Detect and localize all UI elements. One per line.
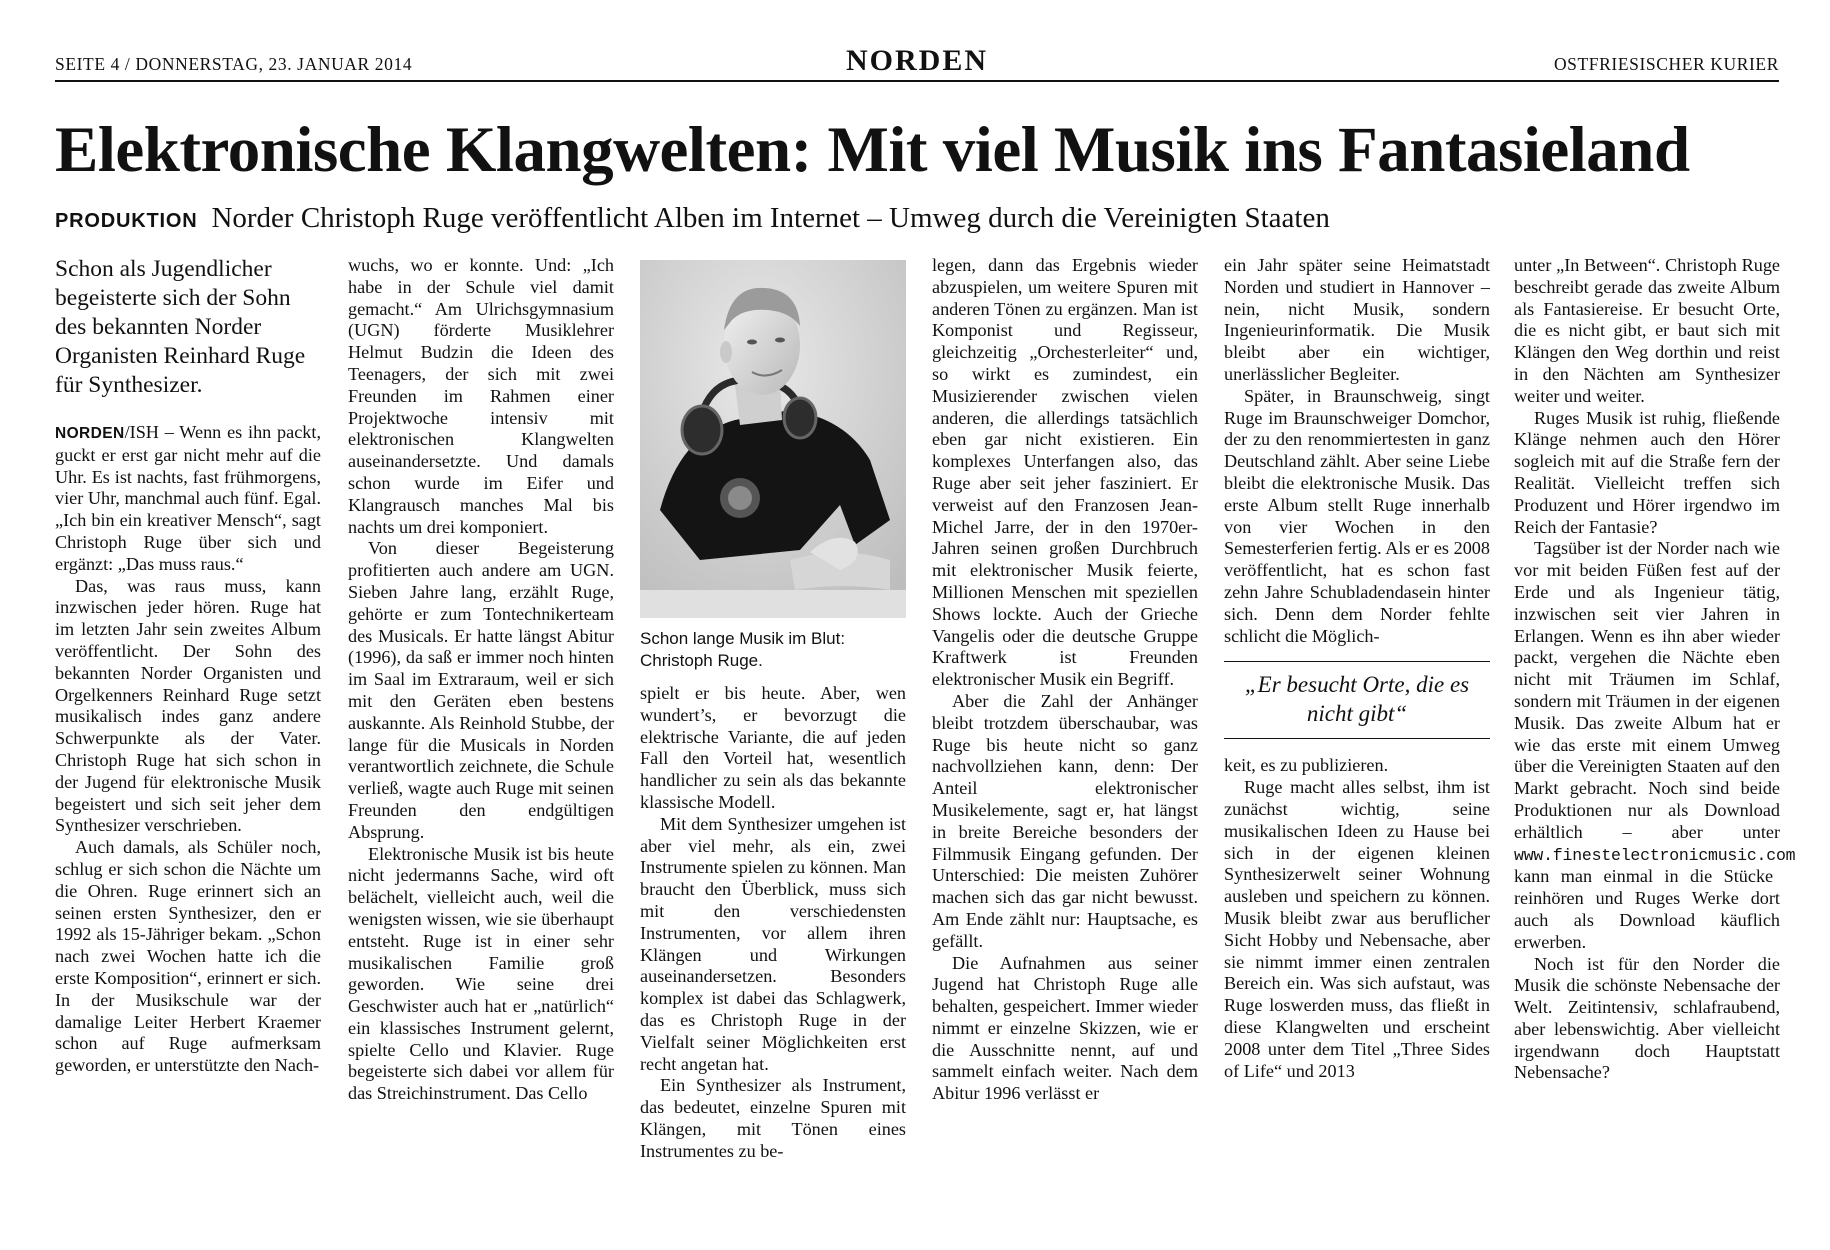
portrait-illustration [640, 260, 906, 618]
newspaper-name: OSTFRIESISCHER KURIER [1553, 54, 1779, 74]
paragraph: legen, dann das Ergebnis wieder abzuspielen, um weitere Spuren mit anderen Tönen zu ergänzen. Man ist Komponist und Regisseur, gleichzeitig „Orchesterleiter“ und, so wirkt es zumindest, ein Musizierender zwischen vielen anderen, die allerdings tatsächlich eben gar nicht existieren. Ein komplexes Unterfangen also, das Ruge aber seit jeher fasziniert. Er verweist auf den Franzosen Jean-Michel Jarre, der in den 1970er-Jahren seinen großen Durchbruch mit elektronischer Musik feierte, Millionen Menschen mit speziellen Shows lockte. Auch der Grieche Vangelis oder die deutsche Gruppe Kraftwerk ist Freunden elektronischer Musik ein Begriff. [932, 255, 1198, 690]
paragraph: Ruge macht alles selbst, ihm ist zunächst wichtig, seine musikalischen Ideen zu Hause bei sich in der eigenen kleinen Synthesizerwelt seiner Wohnung ausleben und speichern zu können. Musik bleibt zwar aus beruflicher Sicht Hobby und Nebensache, aber sie nimmt immer einen zentralen Bereich ein. Was sich aufstaut, was Ruge loswerden muss, das fließt in diese Klangwelten und erscheint 2008 unter dem Titel „Three Sides of Life“ und 2013 [1224, 777, 1490, 1081]
website-link[interactable]: www.finestelectronicmusic.com [1514, 845, 1796, 865]
article-column-4 [932, 255, 1198, 1105]
photo-caption: Schon lange Musik im Blut: Christoph Ruge. [640, 629, 846, 670]
paragraph: Auch damals, als Schüler noch, schlug er sich schon die Nächte um die Ohren. Ruge erinnert sich an seinen ersten Synthesizer, den er 1992 als 15-Jähriger bekam. „Schon nach zwei Wochen hatte ich die erste Komposition“, erinnert er sich. In der Musikschule war der damalige Leiter Herbert Kraemer schon auf Ruge aufmerksam geworden, er unterstützte den Nach- [55, 837, 321, 1076]
kicker: PRODUKTION [55, 210, 198, 232]
paragraph-text: Tagsüber ist der Norder nach wie vor mit beiden Füßen fest auf der Erde und als Ingenieur tätig, inzwischen seit vier Jahren in Erlangen. Wenn es ihn aber wieder packt, vergehen die Nächte eben nicht mit Träumen im Schlaf, sondern mit Träumen in der eigenen Musik. Das zweite Album hat er wie das erste mit einem Umweg über die Vereinigten Staaten auf den Markt gebracht. Noch sind beide Produktionen nur als Download erhältlich – aber unter [1514, 538, 1780, 842]
paragraph: unter „In Between“. Christoph Ruge beschreibt gerade das zweite Album als Fantasiereise. Er besucht Orte, die es nicht gibt, er baut sich mit Klängen den Weg dorthin und reist in den Nächten am Synthesizer weiter und weiter. [1514, 255, 1780, 406]
paragraph: Die Aufnahmen aus seiner Jugend hat Christoph Ruge alle behalten, gespeichert. Immer wieder nimmt er einzelne Skizzen, wie er die Ausschnitte nennt, auf und sammelt einfach weiter. Nach dem Abitur 1996 verlässt er [932, 952, 1198, 1104]
paragraph: Von dieser Begeisterung profitierten auch andere am UGN. Sieben Jahre lang, erzählt Ruge, gehörte er zum Tontechnikerteam des Musicals. Er hatte längst Abitur (1996), da saß er immer noch hinten im Saal im Extraraum, weil er sich mit den Geräten eben bestens auskannte. Als Reinhold Stubbe, der lange für die Musicals in Norden verantwortlich zeichnete, die Schule verließ, wagte auch Ruge mit seinen Freunden den endgültigen Absprung. [348, 538, 614, 842]
pull-quote: „Er besucht Orte, die es nicht gibt“ [1224, 661, 1490, 739]
paragraph: Elektronische Musik ist bis heute nicht jedermanns Sache, wird oft belächelt, vielleicht auch, weil die wenigsten wissen, wie sie überhaupt entsteht. Ruge ist in einer sehr musikalischen Familie groß geworden. Wie seine drei Geschwister auch hat er „natürlich“ ein klassisches Instrument gelernt, spielte Cello und Klavier. Ruge begeisterte sich dabei vor allem für das Streichinstrument. Das Cello [348, 843, 614, 1104]
paragraph: ein Jahr später seine Heimatstadt Norden und studiert in Hannover – nein, nicht Musik, sondern Ingenieurinformatik. Die Musik bleibt aber ein wichtiger, unerlässlicher Begleiter. [1224, 255, 1490, 384]
paragraph: Noch ist für den Norder die Musik die schönste Nebensache der Welt. Zeitintensiv, schlafraubend, aber lebenswichtig. Aber vielleicht irgendwann doch Hauptstatt Nebensache? [1514, 953, 1780, 1083]
paragraph: keit, es zu publizieren. [1224, 755, 1389, 776]
article-column-3 [640, 255, 906, 1163]
paragraph: wuchs, wo er konnte. Und: „Ich habe in der Schule viel damit gemacht.“ Am Ulrichsgymnasium (UGN) förderte Musiklehrer Helmut Budzin die Ideen des Teenagers, der sich mit zwei Freunden im Rahmen einer Projektwoche intensiv mit elektronischen Klangwelten auseinandersetzte. Und damals schon wurde im Eifer und Klangrausch manches Mal bis nachts um drei komponiert. [348, 255, 614, 537]
article-column-1 [55, 255, 321, 1077]
paragraph-text: – Wenn es ihn packt, guckt er erst gar nicht mehr auf die Uhr. Es ist nachts, fast frühmorgens, vier Uhr, manchmal auch fünf. Egal. „Ich bin ein kreativer Mensch“, sagt Christoph Ruge über sich und ergänzt: „Das muss raus.“ [55, 422, 321, 574]
dateline: NORDEN [55, 425, 125, 442]
headline: Elektronische Klangwelten: Mit viel Musik ins Fantasieland [55, 114, 1690, 186]
subheadline [55, 202, 1795, 235]
paragraph [55, 422, 321, 576]
paragraph [1514, 538, 1796, 953]
paragraph: Das, was raus muss, kann inzwischen jeder hören. Ruge hat im letzten Jahr sein zweites Album veröffentlicht. Der Sohn des bekannten Norder Organisten und Orgelkenners Reinhard Ruge setzt musikalisch indes ganz andere Schwerpunkte als der Vater. Christoph Ruge hat sich schon in der Jugend für elektronische Musik begeistert und sich seit jeher dem Synthesizer verschrieben. [55, 575, 321, 836]
paragraph: Ruges Musik ist ruhig, fließende Klänge nehmen auch den Hörer sogleich mit auf die Straße fern der Realität. Vielleicht treffen sich Produzent und Hörer irgendwo im Reich der Fantasie? [1514, 407, 1780, 537]
masthead [55, 44, 1779, 82]
article-column-5 [1224, 255, 1490, 1082]
paragraph: Ein Synthesizer als Instrument, das bedeutet, einzelne Spuren mit Klängen, mit Tönen eines Instrumentes zu be- [640, 1075, 906, 1161]
portrait-photo [640, 260, 906, 618]
paragraph: spielt er bis heute. Aber, wen wundert’s, er bevorzugt die elektrische Variante, die auf jeden Fall den Vorteil hat, wesentlich handlicher zu sein als das bekannte klassische Modell. [640, 683, 906, 812]
paragraph-text: kann man einmal in die Stücke reinhören und Ruges Werke dort auch als Download käuflich erwerben. [1514, 866, 1780, 952]
article-column-6 [1514, 255, 1796, 1084]
subheadline-text: Norder Christoph Ruge veröffentlicht Alben im Internet – Umweg durch die Vereinigten Staaten [211, 202, 1330, 234]
paragraph: Aber die Zahl der Anhänger bleibt trotzdem überschaubar, was Ruge bis heute nicht so ganz nachvollziehen kann, denn: Der Anteil elektronischer Musikelemente, sagt er, hat längst in breite Bereiche besonders der Filmmusik Eingang gefunden. Der Unterschied: Die meisten Zuhörer machen sich das gar nicht bewusst. Am Ende zählt nur: Hauptsache, es gefällt. [932, 690, 1198, 951]
intro-text: Schon als Jugendlicher begeisterte sich der Sohn des bekannten Norder Organisten Reinhard Ruge für Synthesizer. [55, 256, 306, 398]
article-column-2 [348, 255, 614, 1105]
dateline-author: /ISH [124, 422, 159, 442]
page-info: SEITE 4 / DONNERSTAG, 23. JANUAR 2014 [55, 54, 413, 74]
section-title: NORDEN [845, 44, 988, 77]
paragraph: Später, in Braunschweig, singt Ruge im Braunschweiger Domchor, der zu den renommiertesten in ganz Deutschland zählt. Aber seine Liebe bleibt die elektronische Musik. Das erste Album stellt Ruge innerhalb von vier Wochen in den Semesterferien fertig. Als er es 2008 veröffentlicht, hat es schon fast zehn Jahre Schubladendasein hinter sich. Denn dem Norder fehlte schlicht die Möglich- [1224, 385, 1490, 646]
paragraph: Mit dem Synthesizer umgehen ist aber viel mehr, als ein, zwei Instrumente spielen zu können. Man braucht den Überblick, muss sich mit den verschiedensten Instrumenten, vor allem ihren Klängen und Wirkungen auseinandersetzen. Besonders komplex ist dabei das Schlagwerk, das es Christoph Ruge in der Vielfalt seiner Möglichkeiten erst recht angetan hat. [640, 813, 906, 1074]
